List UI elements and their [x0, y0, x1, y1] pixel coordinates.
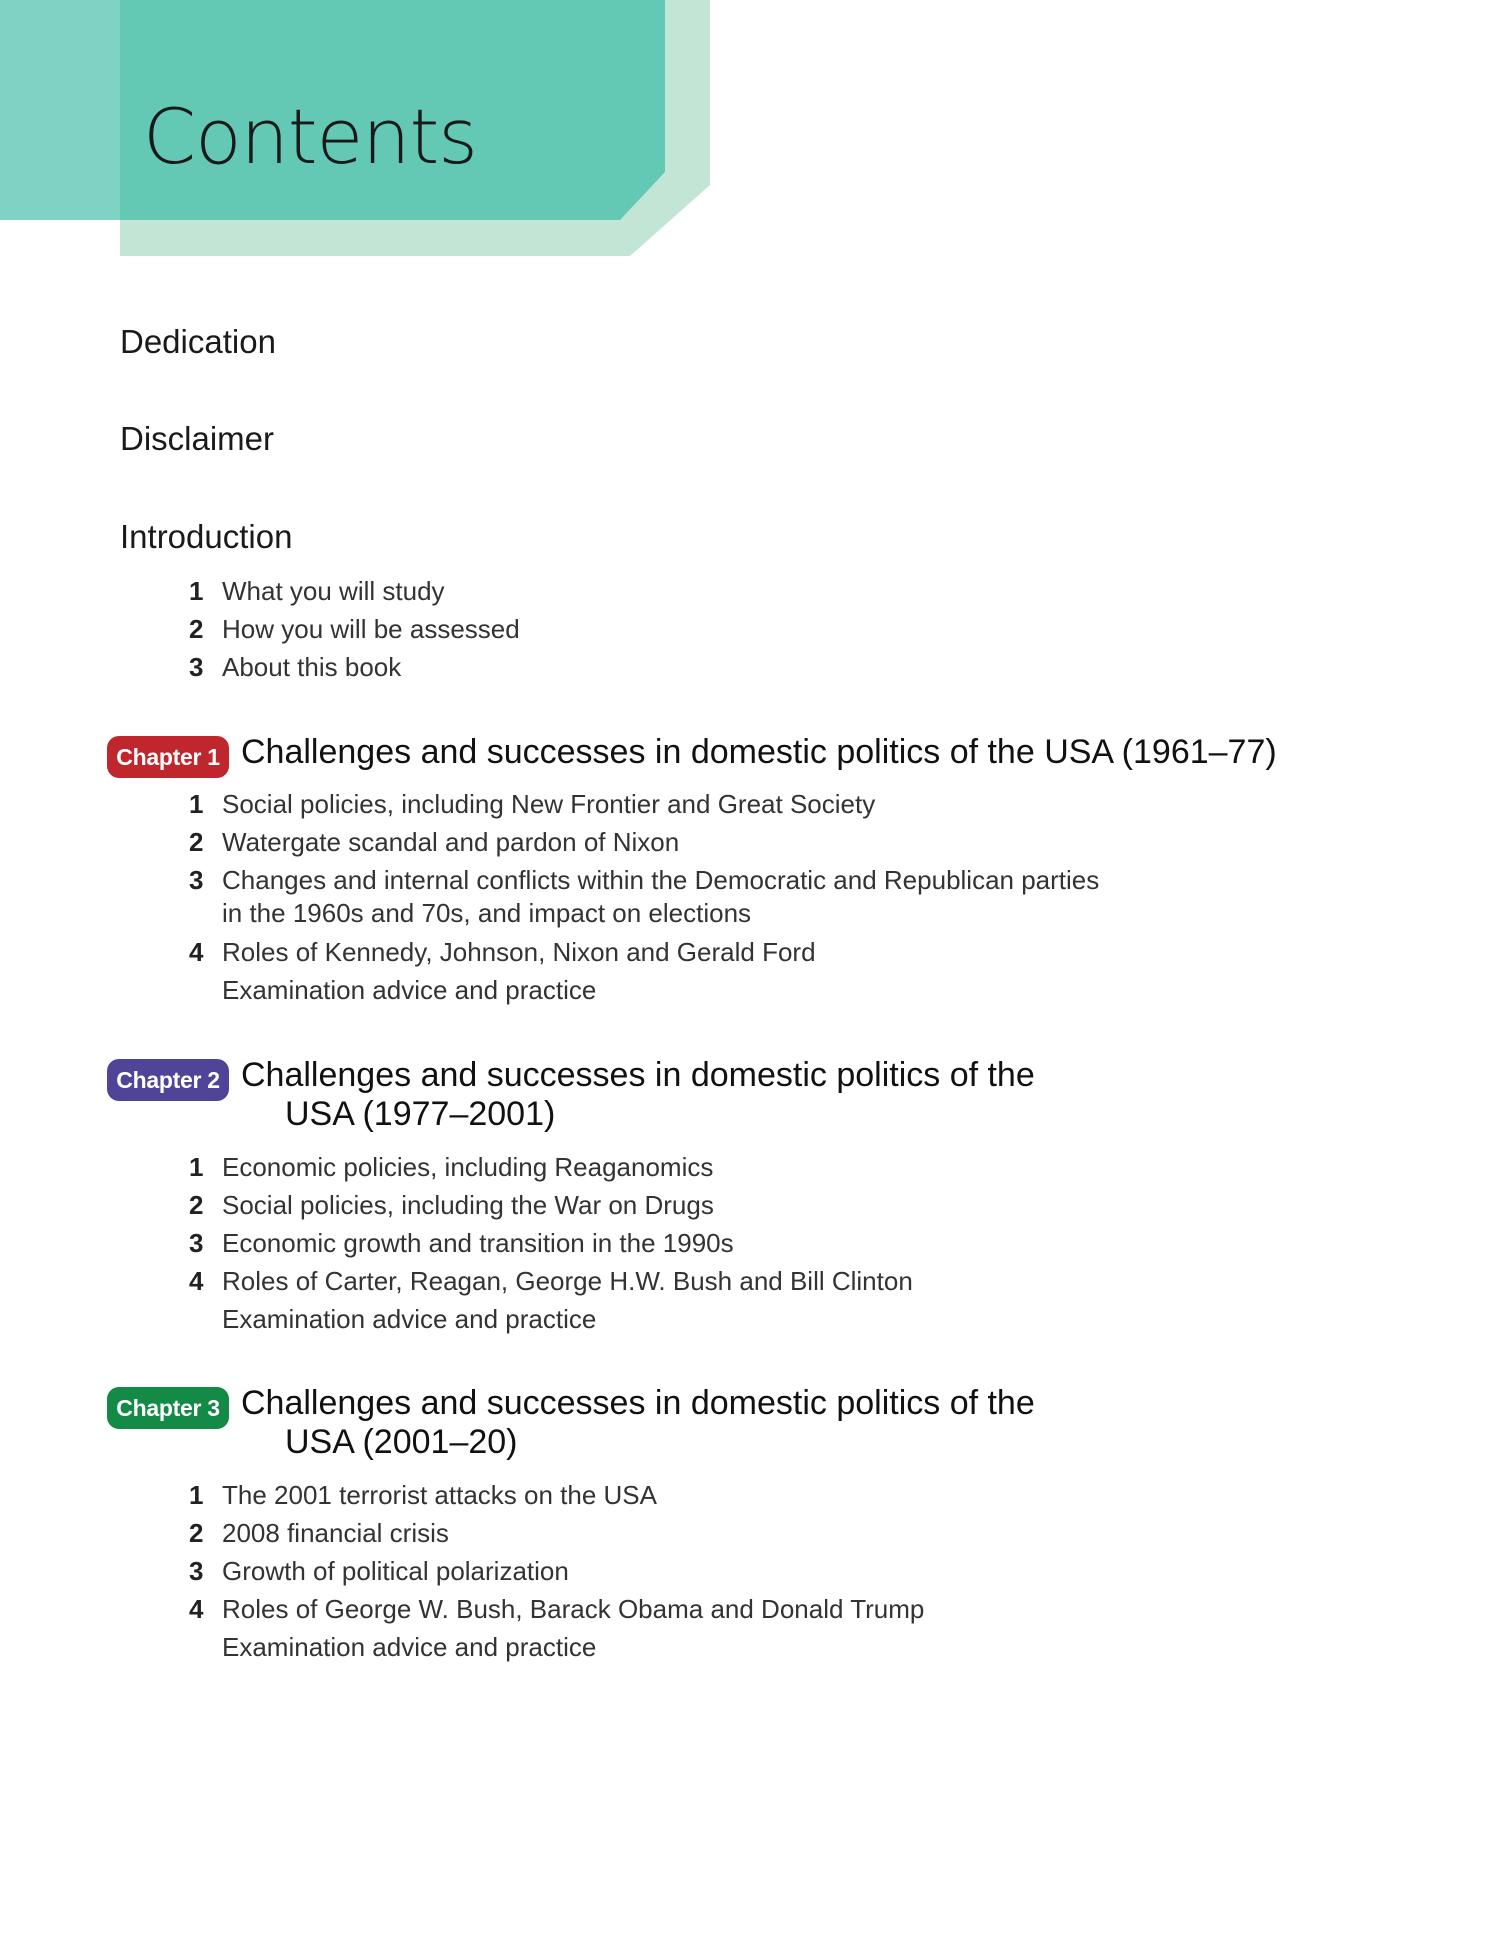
toc-item[interactable] [120, 785, 1102, 823]
toc-item[interactable] [120, 1262, 913, 1300]
chapter-2-badge: Chapter 2 [107, 1059, 229, 1101]
item-text: Economic policies, including Reaganomics [222, 1152, 714, 1182]
item-number: 2 [189, 1518, 204, 1548]
toc-item[interactable] [120, 861, 1102, 933]
chapter-title-line: Challenges and successes in domestic politics of the [241, 1056, 1035, 1094]
item-text: Growth of political polarization [222, 1556, 569, 1586]
item-text: Economic growth and transition in the 1990s [222, 1228, 734, 1258]
item-number: 3 [189, 652, 204, 682]
chapter-2-title [241, 1056, 1035, 1134]
item-text: Roles of Kennedy, Johnson, Nixon and Gerald Ford [222, 937, 816, 967]
item-text: What you will study [222, 576, 445, 606]
introduction-list [120, 572, 520, 686]
toc-item[interactable] [120, 1514, 924, 1552]
item-text: Examination advice and practice [222, 1304, 597, 1334]
toc-item[interactable] [120, 648, 520, 686]
chapter-3-list [120, 1476, 924, 1666]
banner-left-strip [0, 0, 120, 220]
item-text: Watergate scandal and pardon of Nixon [222, 827, 680, 857]
toc-item[interactable] [120, 1186, 913, 1224]
item-number: 1 [189, 576, 204, 606]
item-text: About this book [222, 652, 402, 682]
item-number: 2 [189, 827, 204, 857]
chapter-title-line: USA (2001–20) [285, 1423, 518, 1461]
item-number: 2 [189, 614, 204, 644]
toc-item[interactable] [120, 971, 1102, 1009]
item-text: Examination advice and practice [222, 975, 597, 1005]
toc-disclaimer[interactable]: Disclaimer [120, 420, 275, 457]
item-text: 2008 financial crisis [222, 1518, 449, 1548]
toc-item[interactable] [120, 1628, 924, 1666]
item-text: Social policies, including New Frontier and Great Society [222, 789, 876, 819]
chapter-1-title [241, 733, 1277, 772]
item-text: Social policies, including the War on Drugs [222, 1190, 714, 1220]
toc-item[interactable] [120, 1224, 913, 1262]
item-number: 4 [189, 1594, 204, 1624]
toc-item[interactable] [120, 823, 1102, 861]
toc-item[interactable] [120, 572, 520, 610]
item-number: 4 [189, 1266, 204, 1296]
toc-item[interactable] [120, 1148, 913, 1186]
toc-item[interactable] [120, 1590, 924, 1628]
item-number: 1 [189, 789, 204, 819]
chapter-3-title [241, 1384, 1035, 1462]
item-text: Roles of Carter, Reagan, George H.W. Bush and Bill Clinton [222, 1266, 913, 1296]
toc-item[interactable] [120, 610, 520, 648]
toc-introduction[interactable]: Introduction [120, 518, 293, 555]
chapter-title-line: Challenges and successes in domestic politics of the USA (1961–77) [241, 733, 1277, 771]
item-text: The 2001 terrorist attacks on the USA [222, 1480, 657, 1510]
item-number: 2 [189, 1190, 204, 1220]
item-text: Roles of George W. Bush, Barack Obama and Donald Trump [222, 1594, 925, 1624]
item-text: How you will be assessed [222, 614, 520, 644]
item-number: 1 [189, 1480, 204, 1510]
item-text: Examination advice and practice [222, 1632, 597, 1662]
toc-dedication[interactable]: Dedication [120, 323, 276, 360]
chapter-title-line: Challenges and successes in domestic politics of the [241, 1384, 1035, 1422]
item-number: 4 [189, 937, 204, 967]
item-number: 3 [189, 1228, 204, 1258]
toc-item[interactable] [120, 1300, 913, 1338]
page-title: Contents [143, 92, 477, 181]
toc-item[interactable] [120, 1476, 924, 1514]
item-number: 3 [189, 1556, 204, 1586]
item-number: 1 [189, 1152, 204, 1182]
toc-item[interactable] [120, 933, 1102, 971]
chapter-2-list [120, 1148, 913, 1338]
chapter-1-badge: Chapter 1 [107, 736, 229, 778]
chapter-title-line: USA (1977–2001) [285, 1095, 556, 1133]
item-number: 3 [189, 865, 204, 895]
chapter-1-list [120, 785, 1102, 1009]
chapter-3-badge: Chapter 3 [107, 1387, 229, 1429]
item-text: Changes and internal conflicts within the Democratic and Republican parties in the 1960s and 70s, and impact on elections [222, 865, 1100, 928]
toc-item[interactable] [120, 1552, 924, 1590]
